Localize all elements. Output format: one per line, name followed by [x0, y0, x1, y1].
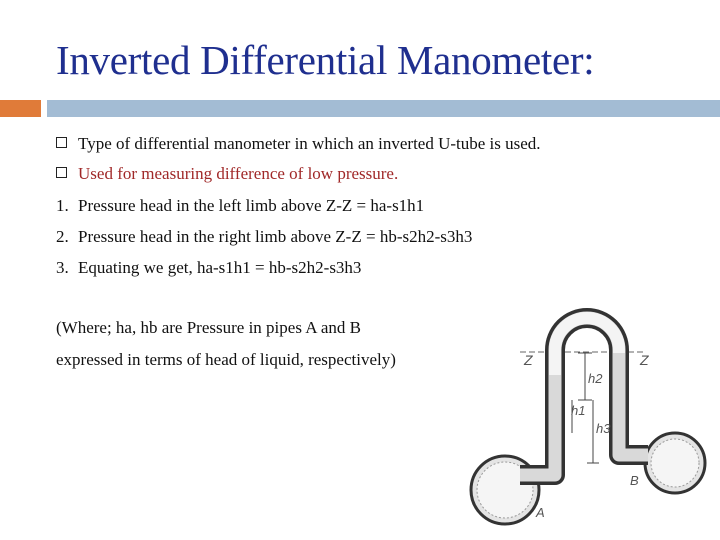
bullet-text: Type of differential manometer in which an inverted U-tube is used.: [78, 134, 541, 153]
step-text: Pressure head in the left limb above Z-Z = ha-s1h1: [78, 196, 425, 215]
bullet-text: Used for measuring difference of low pressure.: [78, 164, 399, 183]
step-item-2: [56, 227, 472, 247]
accent-bar-orange: [0, 100, 41, 117]
slide-title: Inverted Differential Manometer:: [56, 37, 595, 83]
accent-bar-blue: [47, 100, 720, 117]
label-h2: h2: [588, 371, 603, 386]
bullet-item-1: [56, 134, 541, 154]
bullet-item-2: [56, 164, 398, 184]
note-line-2: expressed in terms of head of liquid, respectively): [56, 350, 396, 369]
step-item-3: [56, 258, 361, 278]
label-a: A: [536, 505, 545, 520]
label-h3: h3: [596, 421, 611, 436]
step-number: 3.: [56, 258, 69, 277]
pipe-b: [645, 433, 705, 493]
manometer-diagram: [460, 305, 720, 540]
step-text: Pressure head in the right limb above Z-Z = hb-s2h2-s3h3: [78, 227, 473, 246]
step-item-1: [56, 196, 424, 216]
label-b: B: [630, 473, 639, 488]
label-z-right: Z: [640, 352, 649, 368]
square-bullet-icon: [56, 167, 67, 178]
label-h1: h1: [571, 403, 586, 418]
label-z-left: Z: [524, 352, 533, 368]
step-text: Equating we get, ha-s1h1 = hb-s2h2-s3h3: [78, 258, 362, 277]
step-number: 1.: [56, 196, 69, 215]
step-number: 2.: [56, 227, 69, 246]
square-bullet-icon: [56, 137, 67, 148]
note-line-1: (Where; ha, hb are Pressure in pipes A and B: [56, 318, 361, 337]
